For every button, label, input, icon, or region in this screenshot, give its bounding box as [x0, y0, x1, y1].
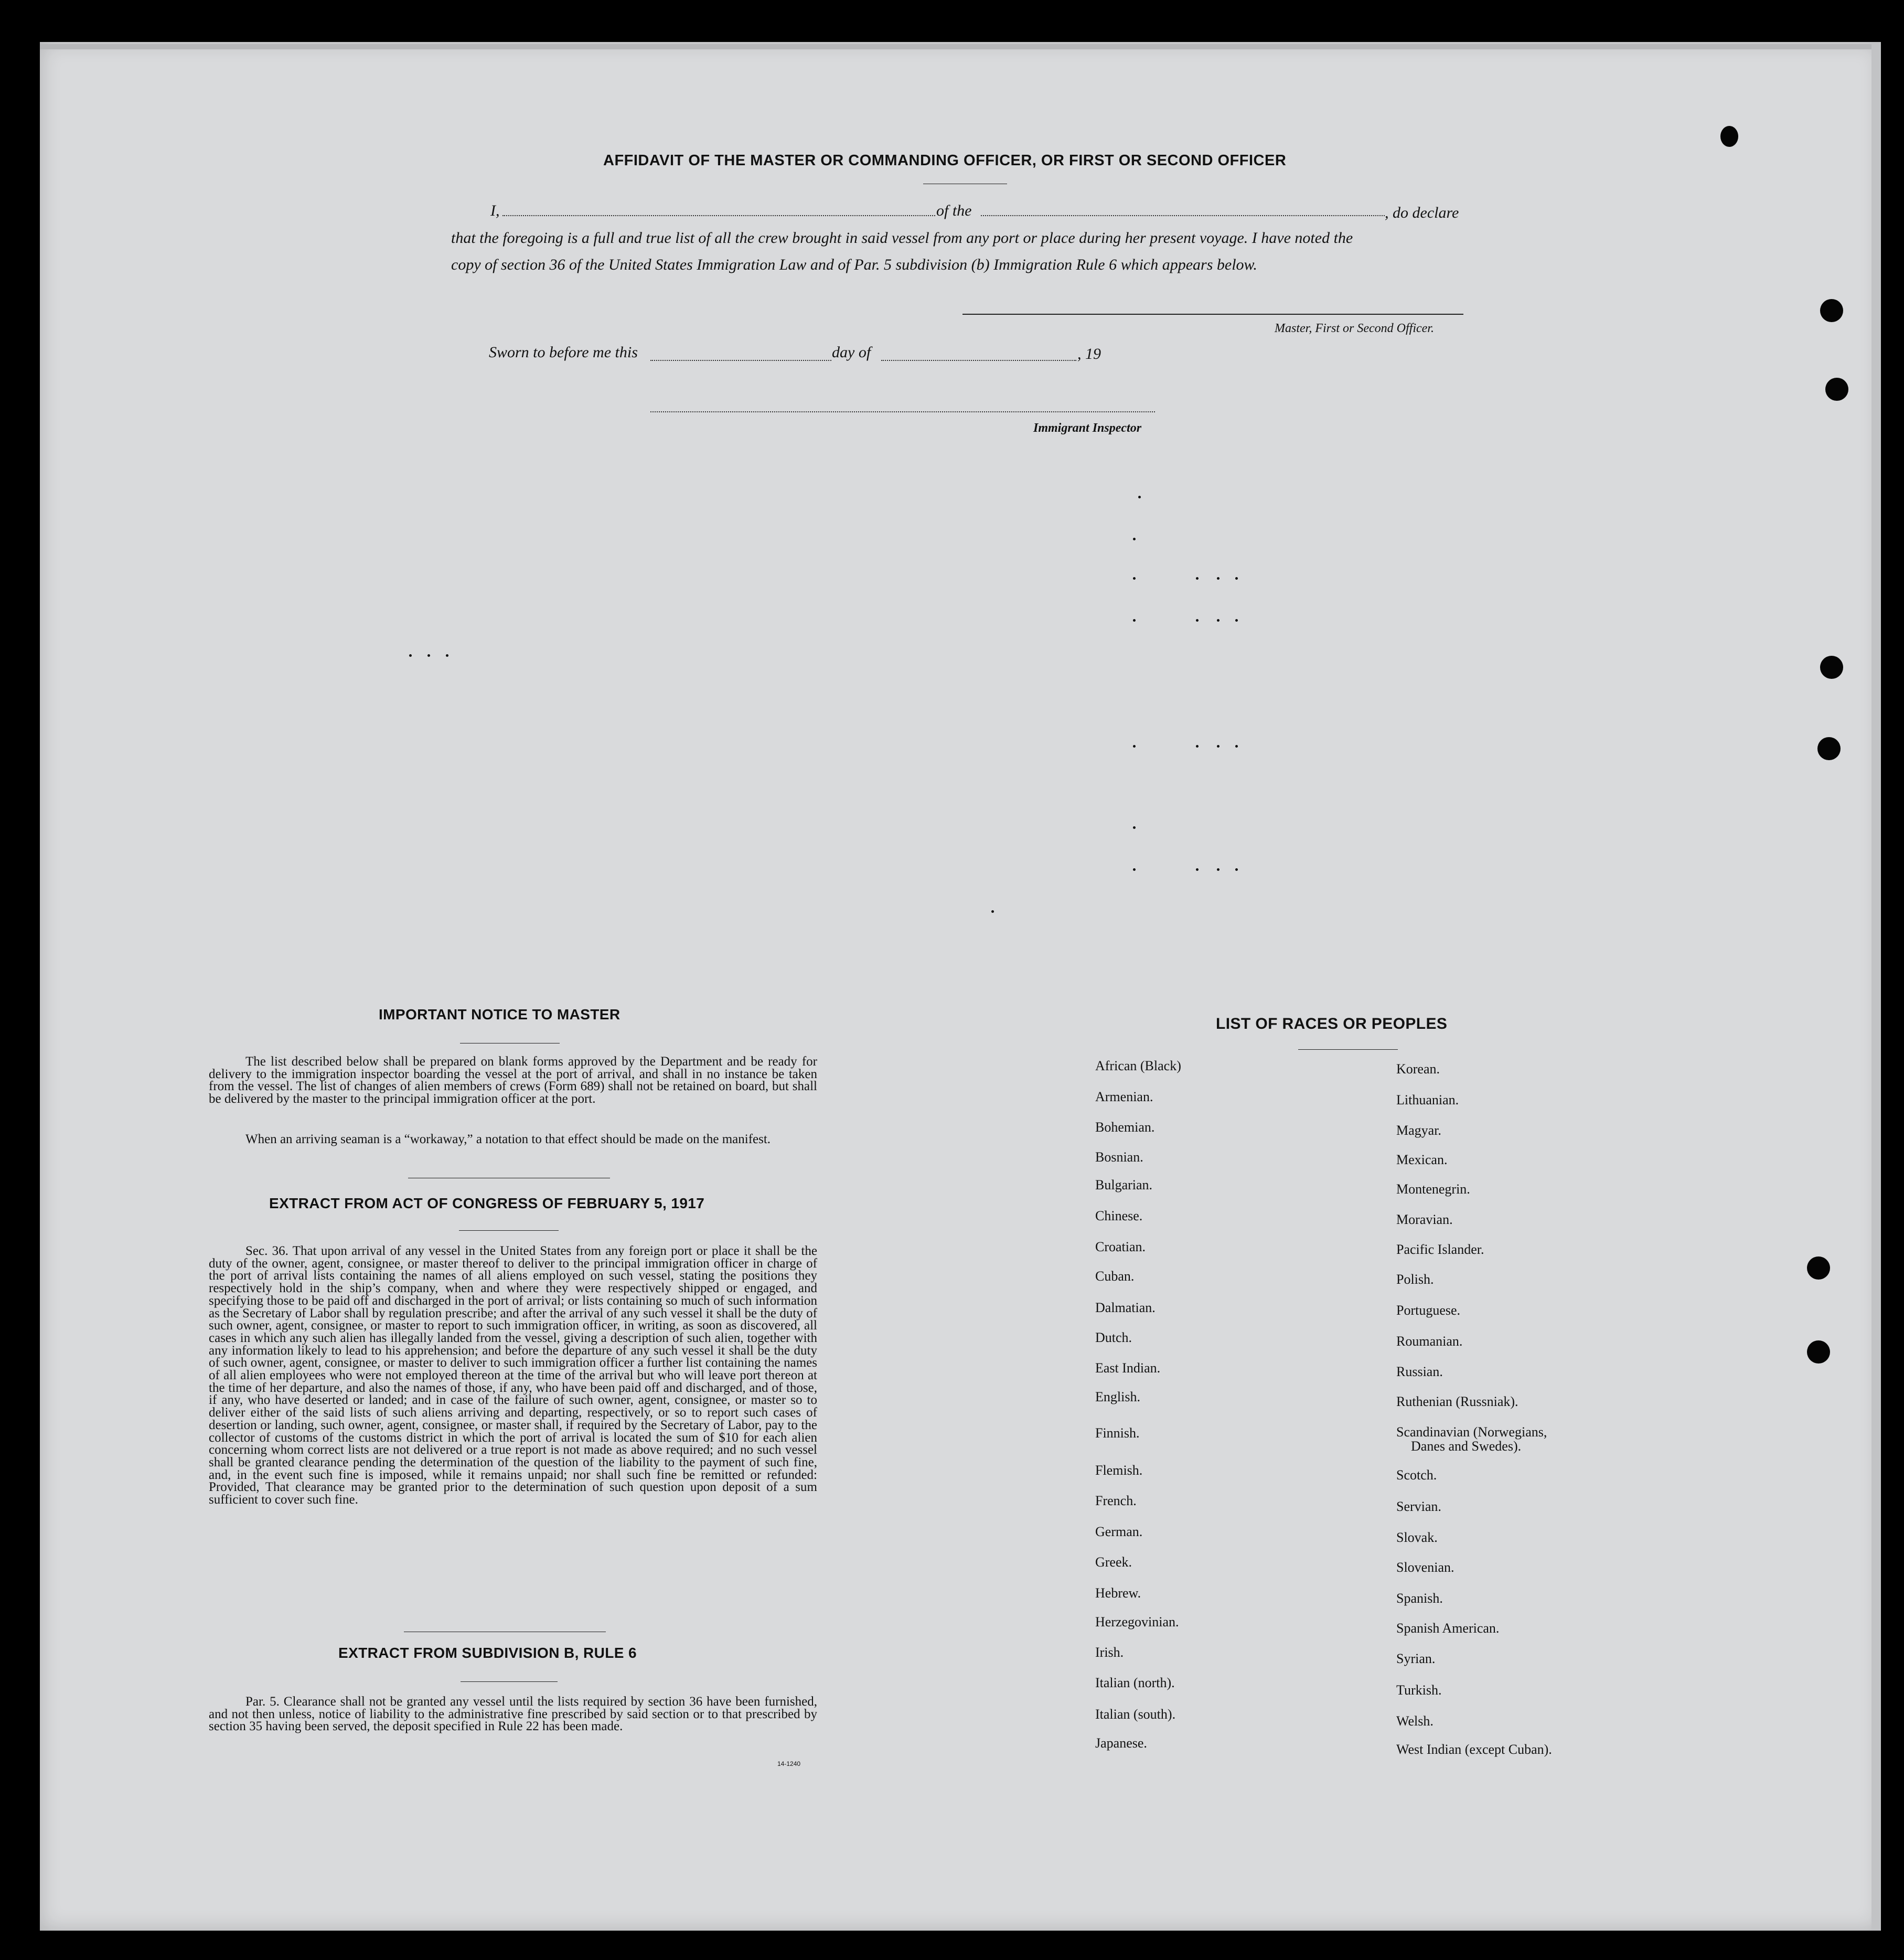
race-left-item: Croatian. [1095, 1239, 1146, 1254]
binder-hole [1720, 126, 1738, 147]
speck-mark [1217, 868, 1220, 871]
sheet-right-edge [1871, 42, 1881, 1931]
race-right-item: Magyar. [1396, 1123, 1441, 1138]
speck-mark [427, 654, 430, 657]
binder-hole [1817, 737, 1841, 760]
race-right-item: Scotch. [1396, 1467, 1437, 1483]
speck-mark [1217, 745, 1220, 748]
speck-mark [1217, 577, 1220, 580]
race-right-item: Polish. [1396, 1272, 1434, 1287]
race-left-item: Cuban. [1095, 1269, 1135, 1284]
extract-rule-heading: EXTRACT FROM SUBDIVISION B, RULE 6 [338, 1645, 637, 1661]
affidavit-declare-label: , do declare [1385, 204, 1459, 221]
race-right-item: Slovak. [1396, 1530, 1438, 1545]
document-sheet [40, 42, 1881, 1931]
race-right-item: Korean. [1396, 1061, 1440, 1077]
affidavit-body-line2: copy of section 36 of the United States Immigration Law and of Par. 5 subdivision (b) Immigration Rule 6 which appears below. [451, 256, 1257, 273]
speck-mark [1196, 577, 1199, 580]
notice-paragraph-2: When an arriving seaman is a “workaway,” a notation to that effect should be made on the manifest. [245, 1132, 771, 1146]
race-left-item: African (Black) [1095, 1058, 1181, 1073]
race-right-item: Moravian. [1396, 1212, 1453, 1227]
speck-mark [1235, 577, 1238, 580]
sworn-day-field[interactable] [650, 360, 831, 361]
race-left-item: Bosnian. [1095, 1149, 1143, 1165]
race-right-item: Mexican. [1396, 1152, 1448, 1167]
race-left-item: Italian (south). [1095, 1707, 1176, 1722]
race-right-item: Syrian. [1396, 1651, 1436, 1666]
race-right-item: Ruthenian (Russniak). [1396, 1394, 1518, 1409]
speck-mark [1217, 619, 1220, 622]
races-heading: LIST OF RACES OR PEOPLES [1216, 1015, 1448, 1032]
speck-mark [1133, 577, 1136, 580]
race-left-item: Flemish. [1095, 1463, 1143, 1478]
speck-mark [1196, 619, 1199, 622]
speck-mark [446, 654, 448, 657]
race-right-item: West Indian (except Cuban). [1396, 1742, 1552, 1757]
speck-mark [1235, 619, 1238, 622]
races-heading-rule [1298, 1049, 1398, 1050]
vessel-name-field[interactable] [981, 215, 1385, 216]
notice-heading: IMPORTANT NOTICE TO MASTER [379, 1006, 621, 1022]
speck-mark [1235, 745, 1238, 748]
race-left-item: English. [1095, 1389, 1140, 1404]
race-left-item: German. [1095, 1524, 1143, 1539]
race-left-item: Hebrew. [1095, 1585, 1141, 1601]
speck-mark [991, 910, 994, 913]
affidavit-title: AFFIDAVIT OF THE MASTER OR COMMANDING OFFICER, OR FIRST OR SECOND OFFICER [603, 152, 1287, 169]
day-of-label: day of [832, 344, 871, 361]
speck-mark [409, 654, 412, 657]
race-right-item: Welsh. [1396, 1713, 1434, 1729]
race-right-item: Pacific Islander. [1396, 1242, 1484, 1257]
extract-rule-body: Par. 5. Clearance shall not be granted any vessel until the lists required by section 36 have been furnished, and not then unless, notice of liability to the administrative fine prescribed by said section or to that prescribed by section 35 having been served, the deposit specified in Rule 22 has been made. [209, 1695, 817, 1734]
race-right-item: Slovenian. [1396, 1560, 1454, 1575]
speck-mark [1133, 619, 1136, 622]
race-left-item: Irish. [1095, 1645, 1124, 1660]
race-left-item: Greek. [1095, 1554, 1132, 1570]
year-label: , 19 [1077, 345, 1101, 363]
race-left-item: Bohemian. [1095, 1120, 1155, 1135]
extract-act-heading-rule [459, 1230, 559, 1231]
race-left-item: Armenian. [1095, 1089, 1153, 1104]
speck-mark [1133, 826, 1136, 829]
affidavit-of-the-label: of the [936, 202, 972, 219]
sheet-top-edge [40, 44, 1881, 49]
speck-mark [1138, 496, 1141, 498]
race-left-item: East Indian. [1095, 1360, 1161, 1376]
sworn-label: Sworn to before me this [489, 344, 638, 361]
race-right-item: Roumanian. [1396, 1334, 1463, 1349]
speck-mark [1196, 868, 1199, 871]
race-left-item: Chinese. [1095, 1208, 1143, 1223]
affidavit-body-line1: that the foregoing is a full and true list of all the crew brought in said vessel from any port or place during her present voyage. I have noted the [451, 229, 1353, 247]
inspector-label: Immigrant Inspector [1033, 421, 1142, 435]
master-signature-label: Master, First or Second Officer. [1275, 322, 1434, 335]
race-left-item: Dalmatian. [1095, 1300, 1156, 1315]
race-left-item: Bulgarian. [1095, 1177, 1153, 1192]
race-right-item: Spanish American. [1396, 1621, 1500, 1636]
race-right-item: Portuguese. [1396, 1303, 1461, 1318]
race-right-item: Danes and Swedes). [1411, 1439, 1522, 1454]
race-right-item: Lithuanian. [1396, 1092, 1459, 1107]
speck-mark [1196, 745, 1199, 748]
binder-hole [1820, 656, 1843, 679]
race-left-item: Herzegovinian. [1095, 1614, 1179, 1629]
race-left-item: Finnish. [1095, 1425, 1140, 1441]
notice-paragraph-1: The list described below shall be prepared on blank forms approved by the Department and be ready for delivery to the immigration inspector boarding the vessel at the port of arrival, and shall in no instance be taken from the vessel. The list of changes of alien members of crews (Form 689) shall not be retained on board, but shall be delivered by the master to the principal immigration officer at the port. [209, 1054, 817, 1106]
race-right-item: Turkish. [1396, 1682, 1442, 1698]
race-right-item: Spanish. [1396, 1591, 1443, 1606]
master-signature-field[interactable] [962, 314, 1463, 315]
race-right-item: Scandinavian (Norwegians, [1396, 1424, 1547, 1440]
speck-mark [1133, 745, 1136, 748]
extract-rule-heading-rule [461, 1681, 558, 1682]
race-right-item: Montenegrin. [1396, 1181, 1470, 1197]
race-left-item: Italian (north). [1095, 1675, 1175, 1690]
binder-hole [1807, 1340, 1830, 1364]
speck-mark [1235, 868, 1238, 871]
form-number: 14-1240 [777, 1760, 801, 1767]
declarant-name-field[interactable] [502, 215, 935, 216]
race-left-item: Dutch. [1095, 1330, 1132, 1345]
race-left-item: Japanese. [1095, 1735, 1147, 1751]
binder-hole [1807, 1256, 1830, 1280]
binder-hole [1825, 378, 1848, 401]
affidavit-i-label: I, [490, 202, 500, 219]
race-right-item: Russian. [1396, 1364, 1443, 1379]
binder-hole [1820, 299, 1843, 322]
sworn-month-field[interactable] [881, 360, 1076, 361]
speck-mark [1133, 538, 1136, 540]
extract-act-heading: EXTRACT FROM ACT OF CONGRESS OF FEBRUARY 5, 1917 [269, 1195, 705, 1211]
inspector-signature-field[interactable] [650, 411, 1155, 412]
race-right-item: Servian. [1396, 1499, 1441, 1514]
speck-mark [1133, 868, 1136, 871]
race-left-item: French. [1095, 1493, 1137, 1508]
extract-act-body: Sec. 36. That upon arrival of any vessel in the United States from any foreign port or place it shall be the duty of the owner, agent, consignee, or master thereof to deliver to the principal immigration officer in charge of the port of arrival lists containing the names of all aliens employed on such vessel, stating the positions they respectively hold in the ship’s company, when and where they were respectively shipped or engaged, and specifying those to be paid off and discharged in the port of arrival; or lists containing so much of such information as the Secretary of Labor shall by regulation prescribe; and after the arrival of any such vessel it shall be the duty of such owner, agent, consignee, or master to report to such immigration officer, in writing, as soon as discovered, all cases in which any such alien has illegally landed from the vessel, giving a description of such alien, together with any information likely to lead to his apprehension; and before the departure of any such vessel it shall be the duty of such owner, agent, consignee, or master to deliver to such immigration officer a further list containing the names of all alien employees who were not employed thereon at the time of the arrival but who will leave port thereon at the time of her departure, and also the names of those, if any, who have been paid off and discharged, and of those, if any, who have deserted or landed; and in case of the failure of such owner, agent, consignee, or master so to deliver either of the said lists of such aliens arriving and departing, respectively, or so to report such cases of desertion or landing, such owner, agent, consignee, or master shall, if required by the Secretary of Labor, pay to the collector of customs of the customs district in which the port of arrival is located the sum of $10 for each alien concerning whom correct lists are not delivered or a true report is not made as above required; and no such vessel shall be granted clearance pending the determination of the question of the liability to the payment of such fine, and, in the event such fine is imposed, while it remains unpaid; nor shall such fine be remitted or refunded: Provided, That clearance may be granted prior to the determination of such question upon deposit of a sum sufficient to cover such fine. [209, 1244, 817, 1507]
